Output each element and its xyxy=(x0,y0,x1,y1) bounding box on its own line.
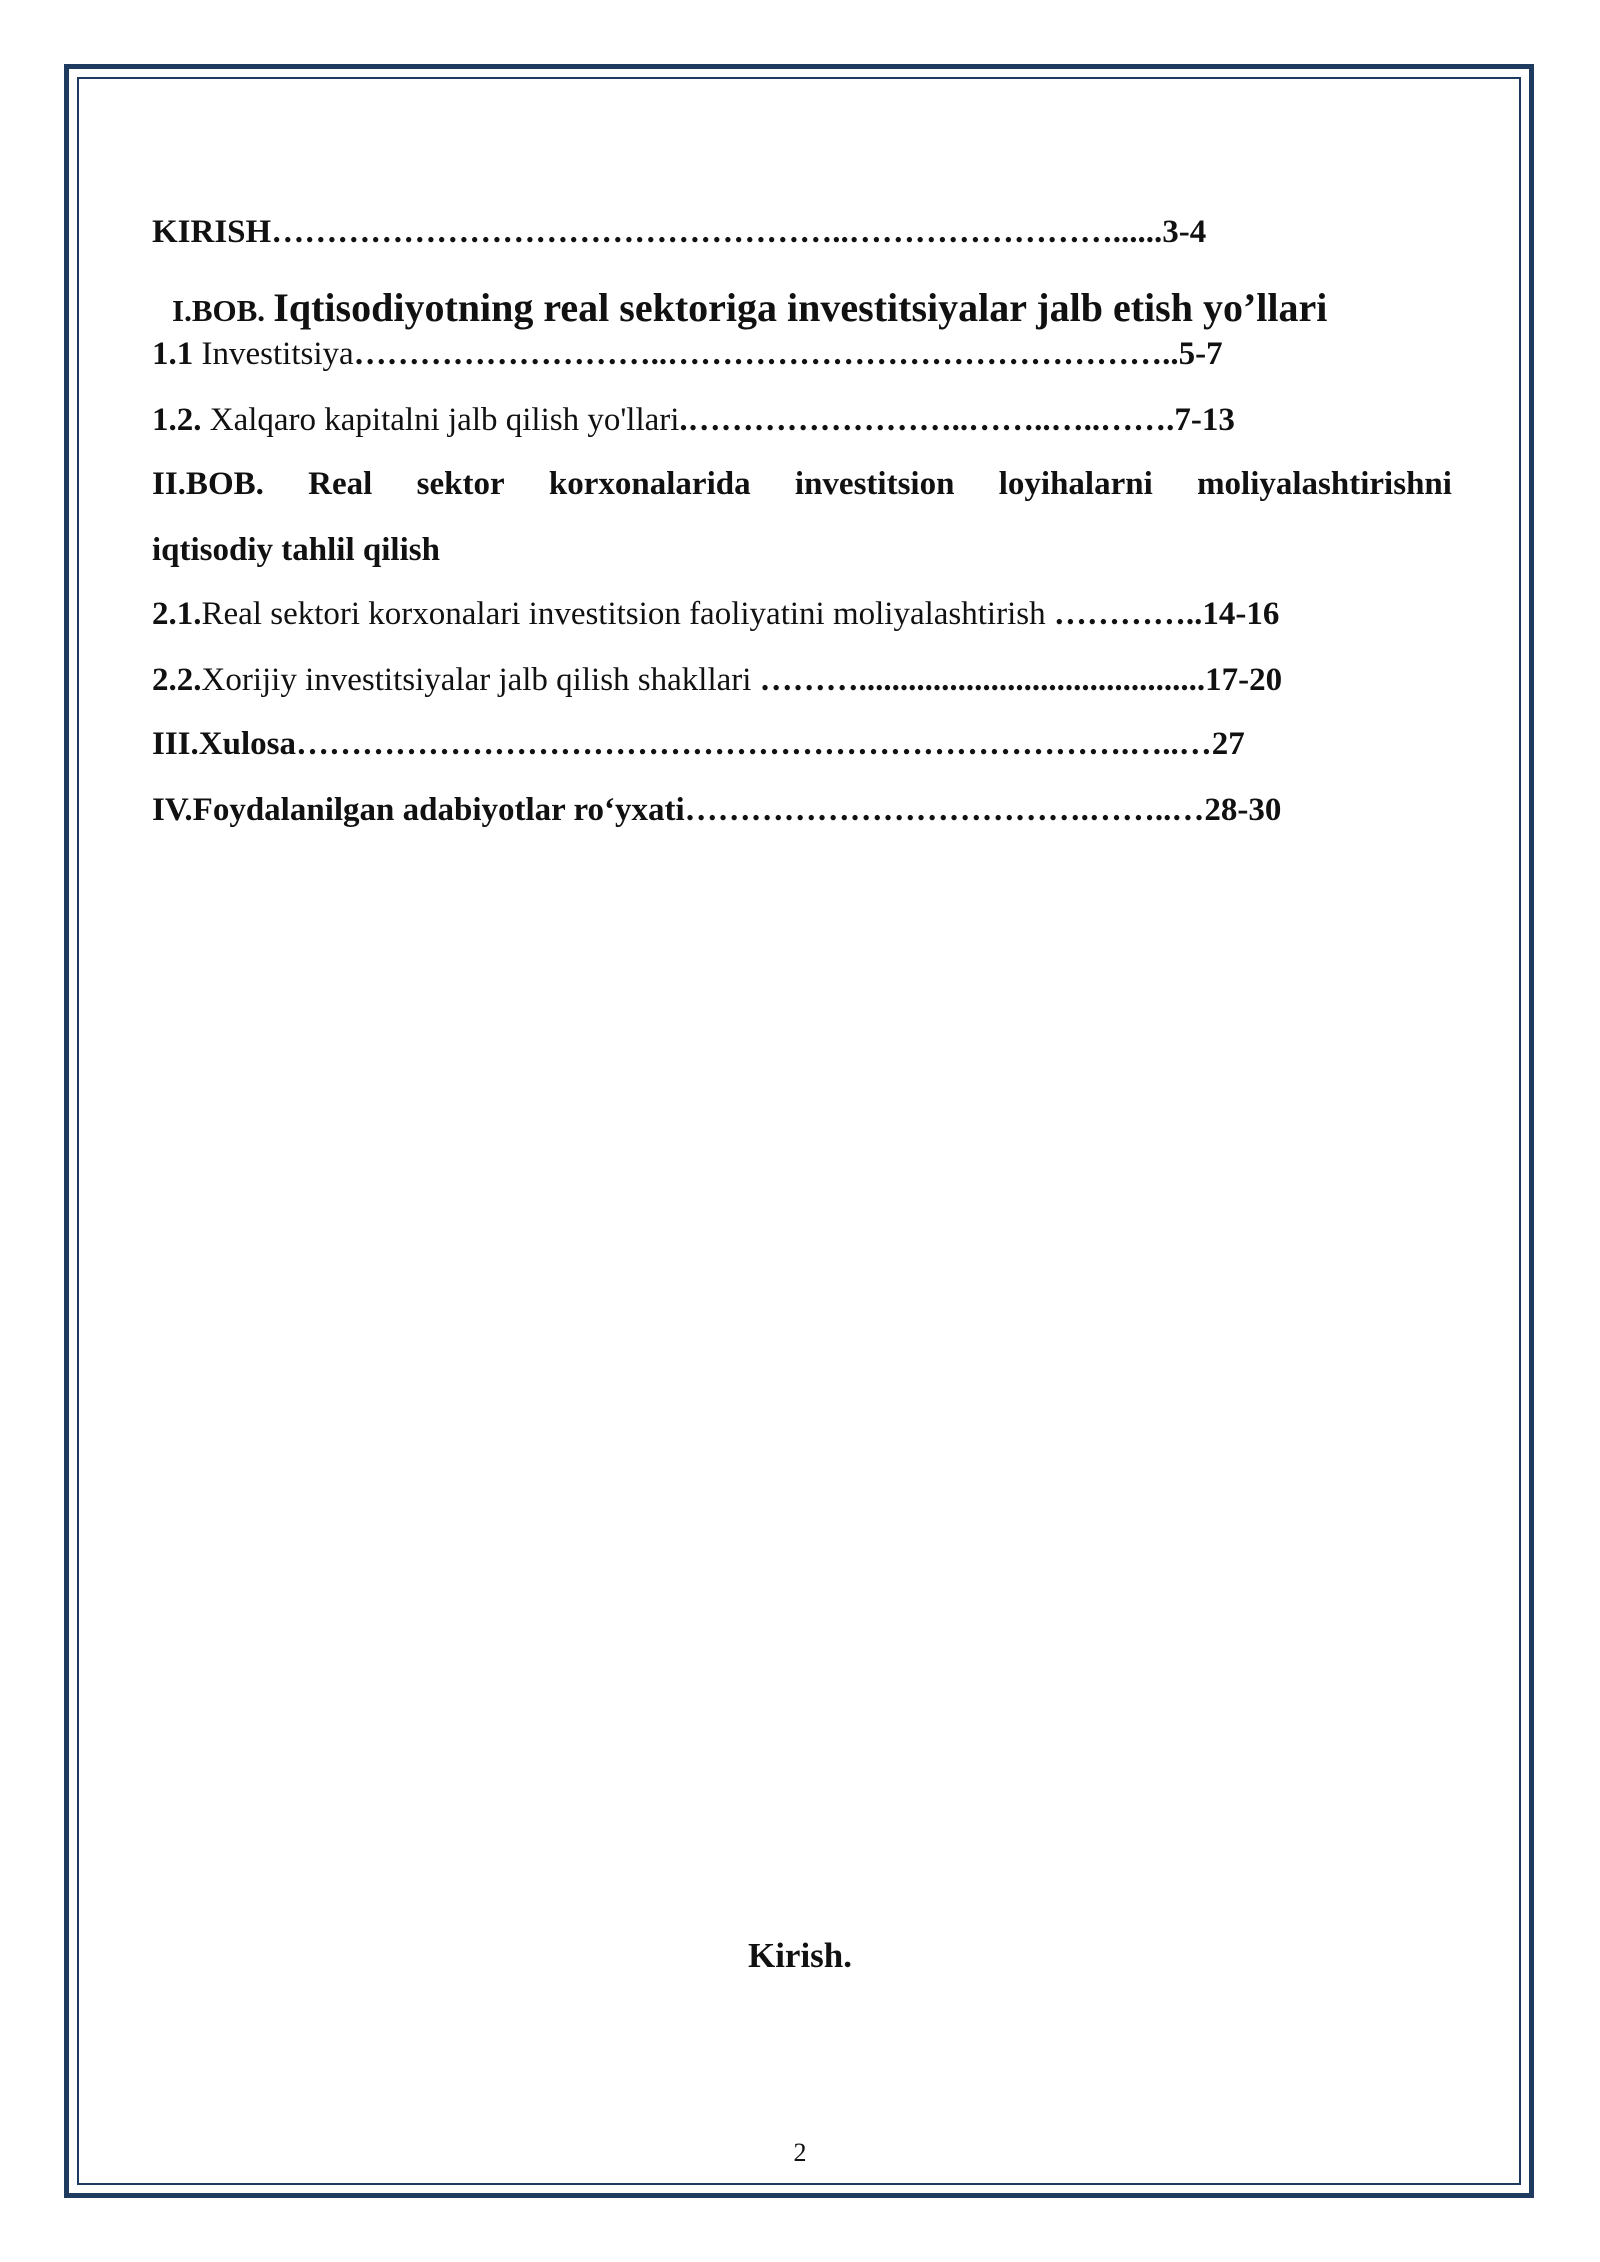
s21-leader: …………..14-16 xyxy=(1045,596,1280,632)
s22-title: Xorijiy investitsiyalar jalb qilish shakllari xyxy=(201,662,752,698)
bob2-word: korxonalarida xyxy=(548,466,751,502)
toc-entry-adabiyotlar: IV.Foydalanilgan adabiyotlar ro‘yxati……………………………….……..…28-30 xyxy=(152,792,1282,828)
s12-number: 1.2. xyxy=(152,402,202,438)
toc-entry-bob2-line2: iqtisodiy tahlil qilish xyxy=(152,532,440,568)
bob1-title: Iqtisodiyotning real sektoriga investitsiyalar jalb etish yo’llari xyxy=(273,285,1328,330)
s22-leader: ………..........................................17-20 xyxy=(751,662,1283,698)
bob2-word: II.BOB. xyxy=(152,466,264,502)
bob1-label: I.BOB. xyxy=(172,293,266,328)
section-heading-kirish: Kirish. xyxy=(747,1936,853,1975)
bob2-word: moliyalashtirishni xyxy=(1197,466,1452,502)
bob2-word: loyihalarni xyxy=(998,466,1153,502)
s21-title: Real sektori korxonalari investitsion faoliyatini moliyalashtirish xyxy=(201,596,1046,632)
s12-leader: .……………………..……..…..…….7-13 xyxy=(679,402,1235,438)
bob2-word: investitsion xyxy=(794,466,955,502)
s11-title: Investitsiya xyxy=(201,336,354,372)
page-number: 2 xyxy=(793,2138,807,2167)
toc-entry-1-2 xyxy=(152,402,1235,439)
toc-entry-kirish: KIRISH……………………………………………..……………………......3-4 xyxy=(152,214,1207,250)
s22-number: 2.2. xyxy=(152,662,202,698)
s21-number: 2.1. xyxy=(152,596,202,632)
toc-entry-bob2-line1 xyxy=(152,466,1452,503)
bob2-word: Real xyxy=(308,466,373,502)
page-border-outer xyxy=(64,64,1534,2198)
toc-entry-xulosa: III.Xulosa………………………………………………………………….…..…27 xyxy=(152,726,1245,762)
toc-entry-2-2 xyxy=(152,662,1282,699)
s11-leader: ………………………..………………………………………..5-7 xyxy=(353,336,1223,372)
toc-entry-1-1 xyxy=(152,336,1223,373)
toc-entry-2-1 xyxy=(152,596,1279,633)
s12-title: Xalqaro kapitalni jalb qilish yo'llari xyxy=(209,402,680,438)
s11-number: 1.1 xyxy=(152,336,194,372)
page-border-inner xyxy=(77,77,1521,2185)
toc-entry-bob1 xyxy=(172,284,1327,331)
bob2-word: sektor xyxy=(416,466,505,502)
